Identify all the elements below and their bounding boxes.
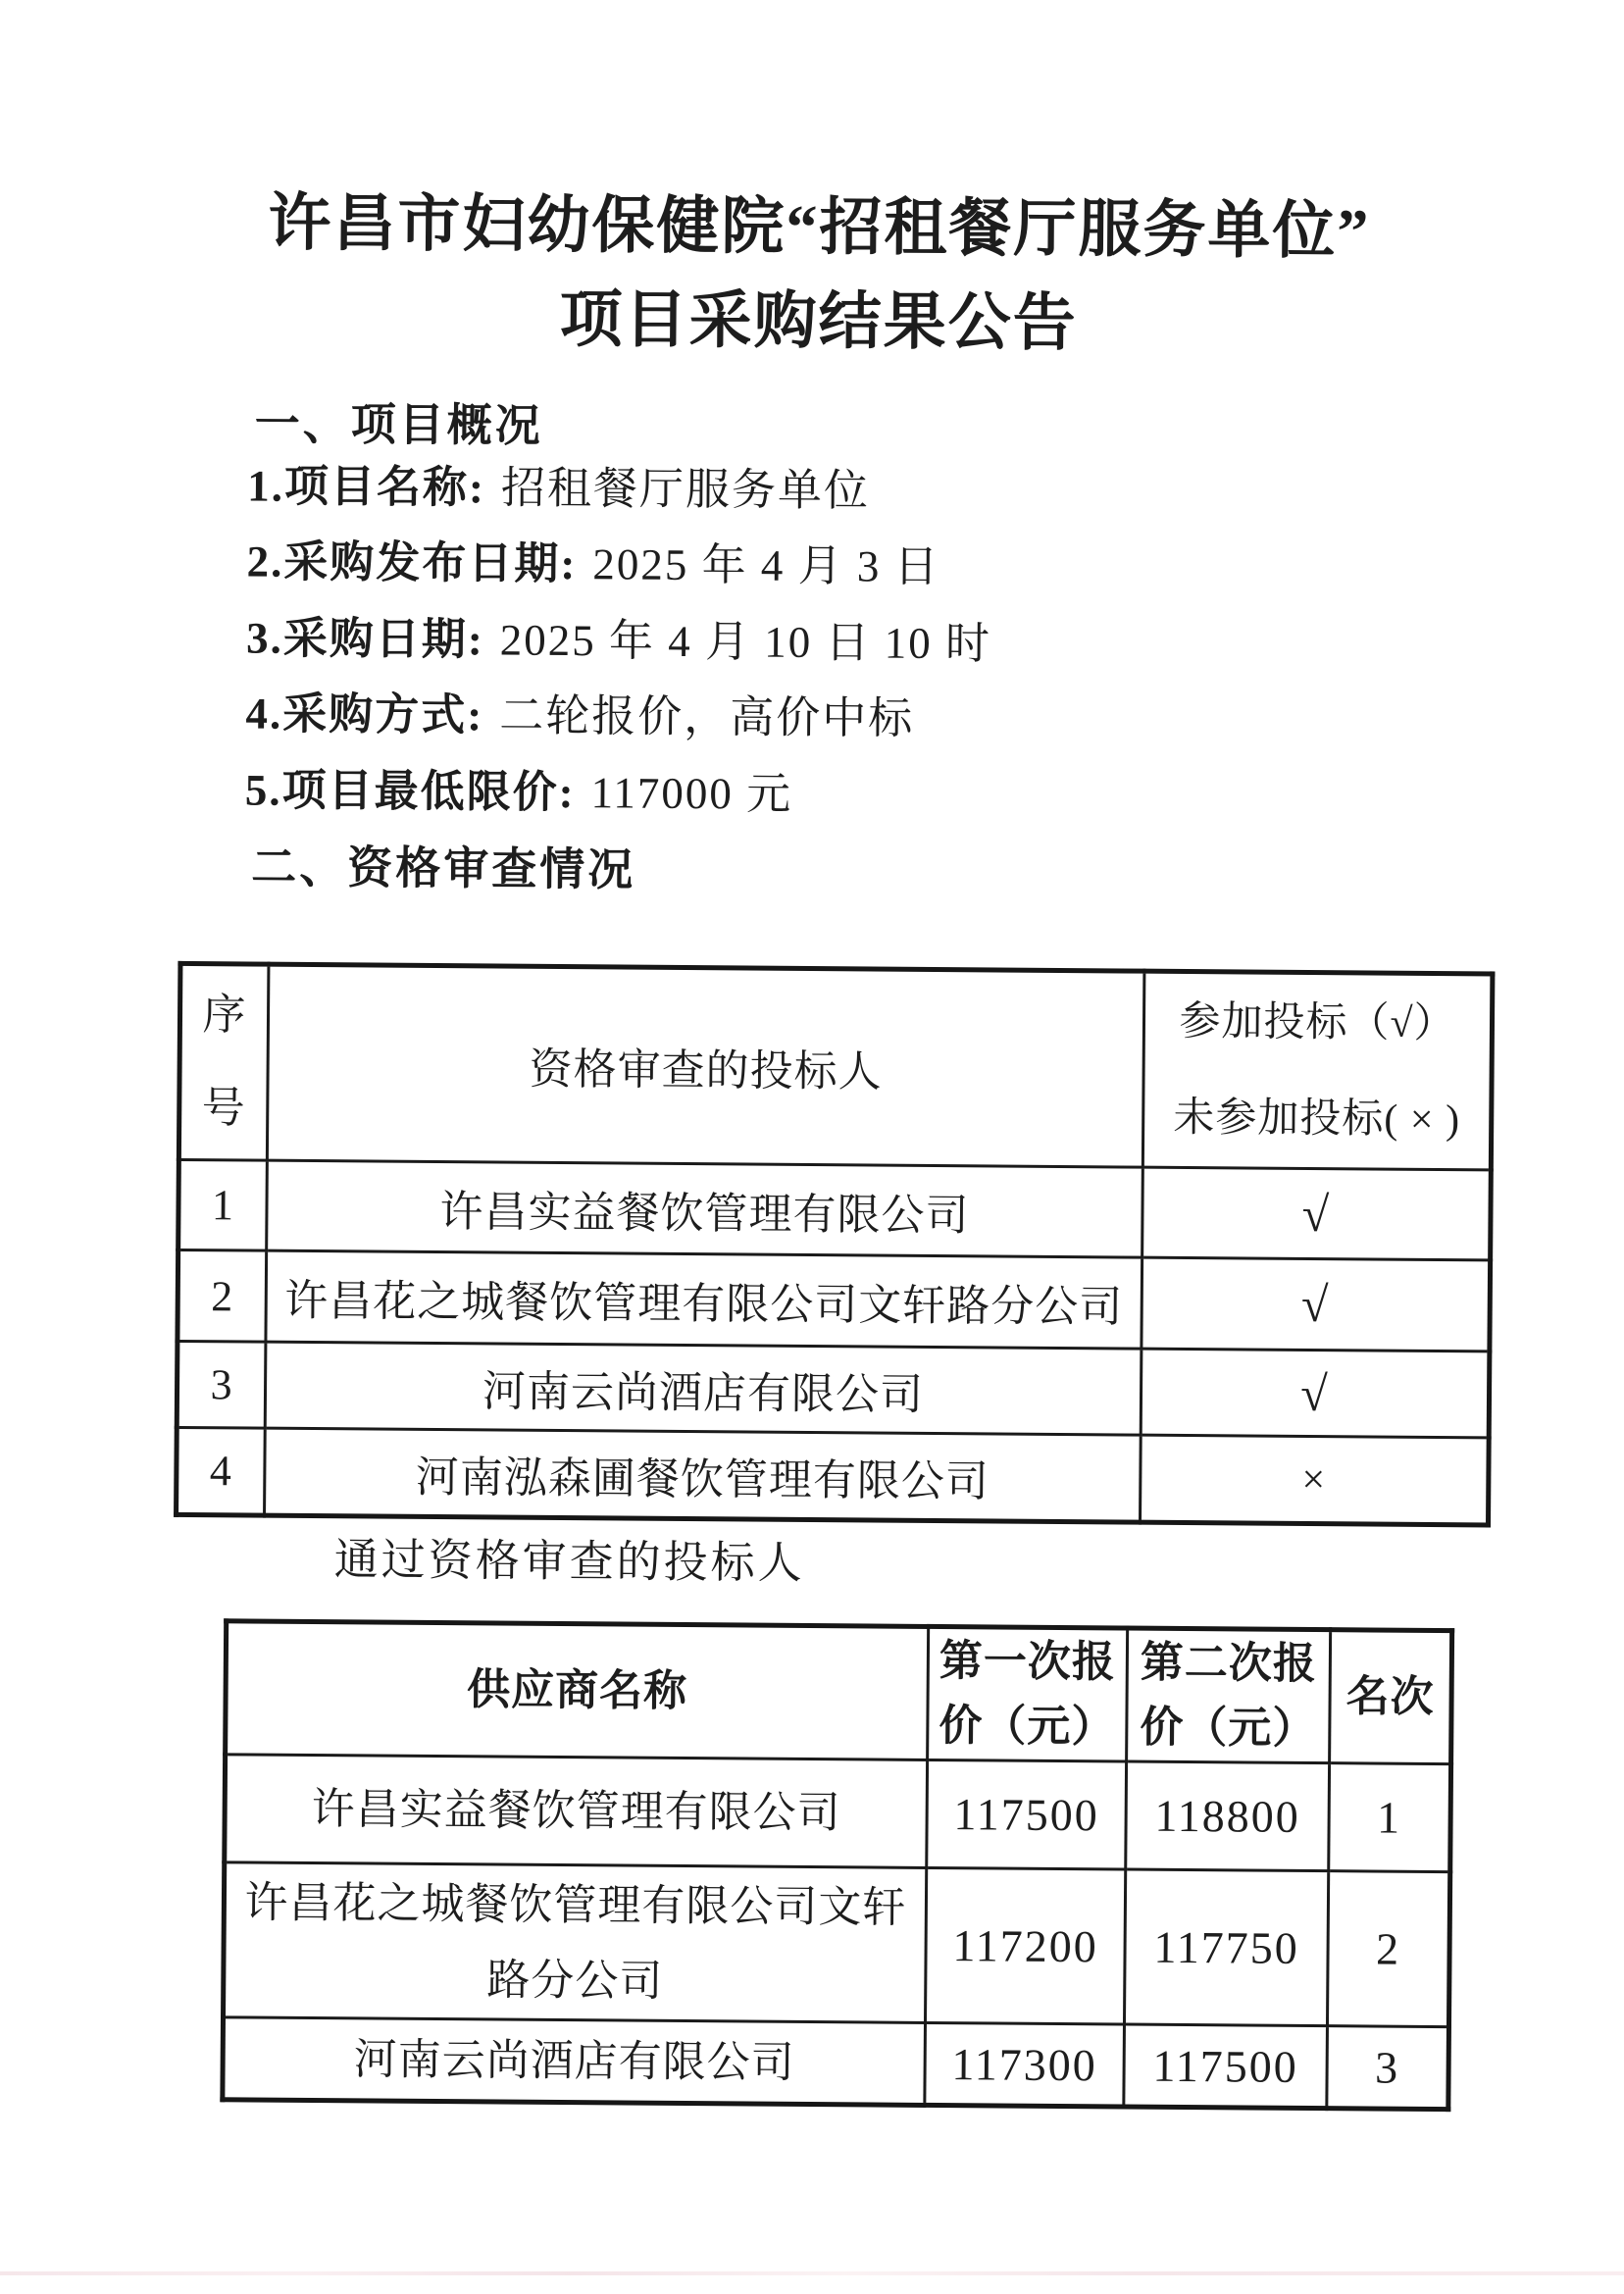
bidder-name-cell: 许昌实益餐饮管理有限公司 <box>267 1160 1143 1257</box>
procurement-method-item <box>245 677 914 745</box>
publish-date-item <box>246 525 940 594</box>
first-quote-header-cell: 第一次报价（元） <box>928 1626 1128 1761</box>
bidder-name-cell: 河南云尚酒店有限公司 <box>265 1342 1142 1435</box>
rank-cell: 1 <box>1329 1763 1451 1872</box>
seq-header-cell <box>178 963 269 1160</box>
second-quote-cell: 117750 <box>1124 1869 1328 2026</box>
supplier-name-cell: 河南云尚酒店有限公司 <box>223 2017 926 2106</box>
seq-cell: 3 <box>177 1341 266 1428</box>
participation-header-line2: 未参加投标( × ) <box>1173 1095 1461 1144</box>
procurement-date-item <box>246 601 992 671</box>
qualification-table <box>174 961 1495 1528</box>
item-value: 2025 年 4 月 3 日 <box>592 539 940 592</box>
first-quote-cell: 117200 <box>925 1867 1125 2024</box>
second-quote-cell: 118800 <box>1126 1761 1330 1871</box>
item-label: 2.采购发布日期: <box>246 536 578 589</box>
minimum-price-item <box>245 753 793 821</box>
participation-mark: × <box>1141 1435 1490 1525</box>
scan-artifact-line <box>0 2271 1624 2275</box>
rank-header-cell: 名次 <box>1330 1630 1452 1764</box>
rank-cell: 2 <box>1327 1871 1449 2027</box>
seq-cell: 2 <box>178 1249 267 1342</box>
seq-cell: 4 <box>177 1427 266 1515</box>
quote-table <box>220 1618 1454 2112</box>
table-row <box>178 1159 1492 1260</box>
participation-mark: √ <box>1142 1257 1491 1351</box>
section-one-heading: 一、项目概况 <box>254 397 543 451</box>
seq-cell: 1 <box>178 1159 268 1250</box>
item-label: 1.项目名称: <box>247 461 486 513</box>
page-title-line1: 许昌市妇幼保健院“招租餐厅服务单位” <box>268 187 1371 267</box>
section-two-heading: 二、资格审查情况 <box>251 841 636 895</box>
item-value: 2025 年 4 月 10 日 10 时 <box>499 615 992 669</box>
item-label: 3.采购日期: <box>245 613 485 665</box>
first-quote-cell: 117300 <box>925 2022 1125 2107</box>
table-row <box>178 1249 1491 1351</box>
table-row <box>177 1427 1490 1525</box>
participation-header-line1: 参加投标（√） <box>1179 998 1456 1047</box>
table-row <box>223 2017 1449 2110</box>
supplier-name-cell: 许昌花之城餐饮管理有限公司文轩路分公司 <box>224 1862 927 2023</box>
participation-mark: √ <box>1141 1349 1490 1438</box>
item-value: 117000 元 <box>590 768 793 819</box>
rank-cell: 3 <box>1327 2026 1449 2110</box>
table-header-row <box>226 1621 1452 1764</box>
bidder-name-cell: 许昌花之城餐饮管理有限公司文轩路分公司 <box>266 1250 1142 1349</box>
participation-header-cell <box>1142 971 1493 1170</box>
table-row <box>225 1755 1451 1872</box>
bidder-name-cell: 河南泓森圃餐饮管理有限公司 <box>265 1428 1142 1522</box>
table-row <box>224 1862 1450 2027</box>
seq-header-label: 序号 <box>201 991 247 1133</box>
table-header-row <box>178 963 1493 1170</box>
item-label: 5.项目最低限价: <box>244 765 576 818</box>
item-value: 二轮报价，高价中标 <box>499 690 915 743</box>
participation-mark: √ <box>1142 1167 1492 1260</box>
item-label: 4.采购方式: <box>245 688 484 740</box>
supplier-name-cell: 许昌实益餐饮管理有限公司 <box>225 1755 928 1868</box>
supplier-header-cell: 供应商名称 <box>226 1621 929 1760</box>
bidder-header-cell: 资格审查的投标人 <box>267 964 1144 1167</box>
page-title-line2: 项目采购结果公告 <box>559 283 1078 359</box>
project-name-item <box>247 449 870 518</box>
passed-bidders-note: 通过资格审查的投标人 <box>333 1535 805 1588</box>
item-value: 招租餐厅服务单位 <box>500 463 871 516</box>
second-quote-cell: 117500 <box>1124 2024 1328 2109</box>
first-quote-cell: 117500 <box>927 1759 1127 1869</box>
second-quote-header-cell: 第二次报价（元） <box>1127 1628 1331 1763</box>
table-row <box>177 1341 1490 1438</box>
